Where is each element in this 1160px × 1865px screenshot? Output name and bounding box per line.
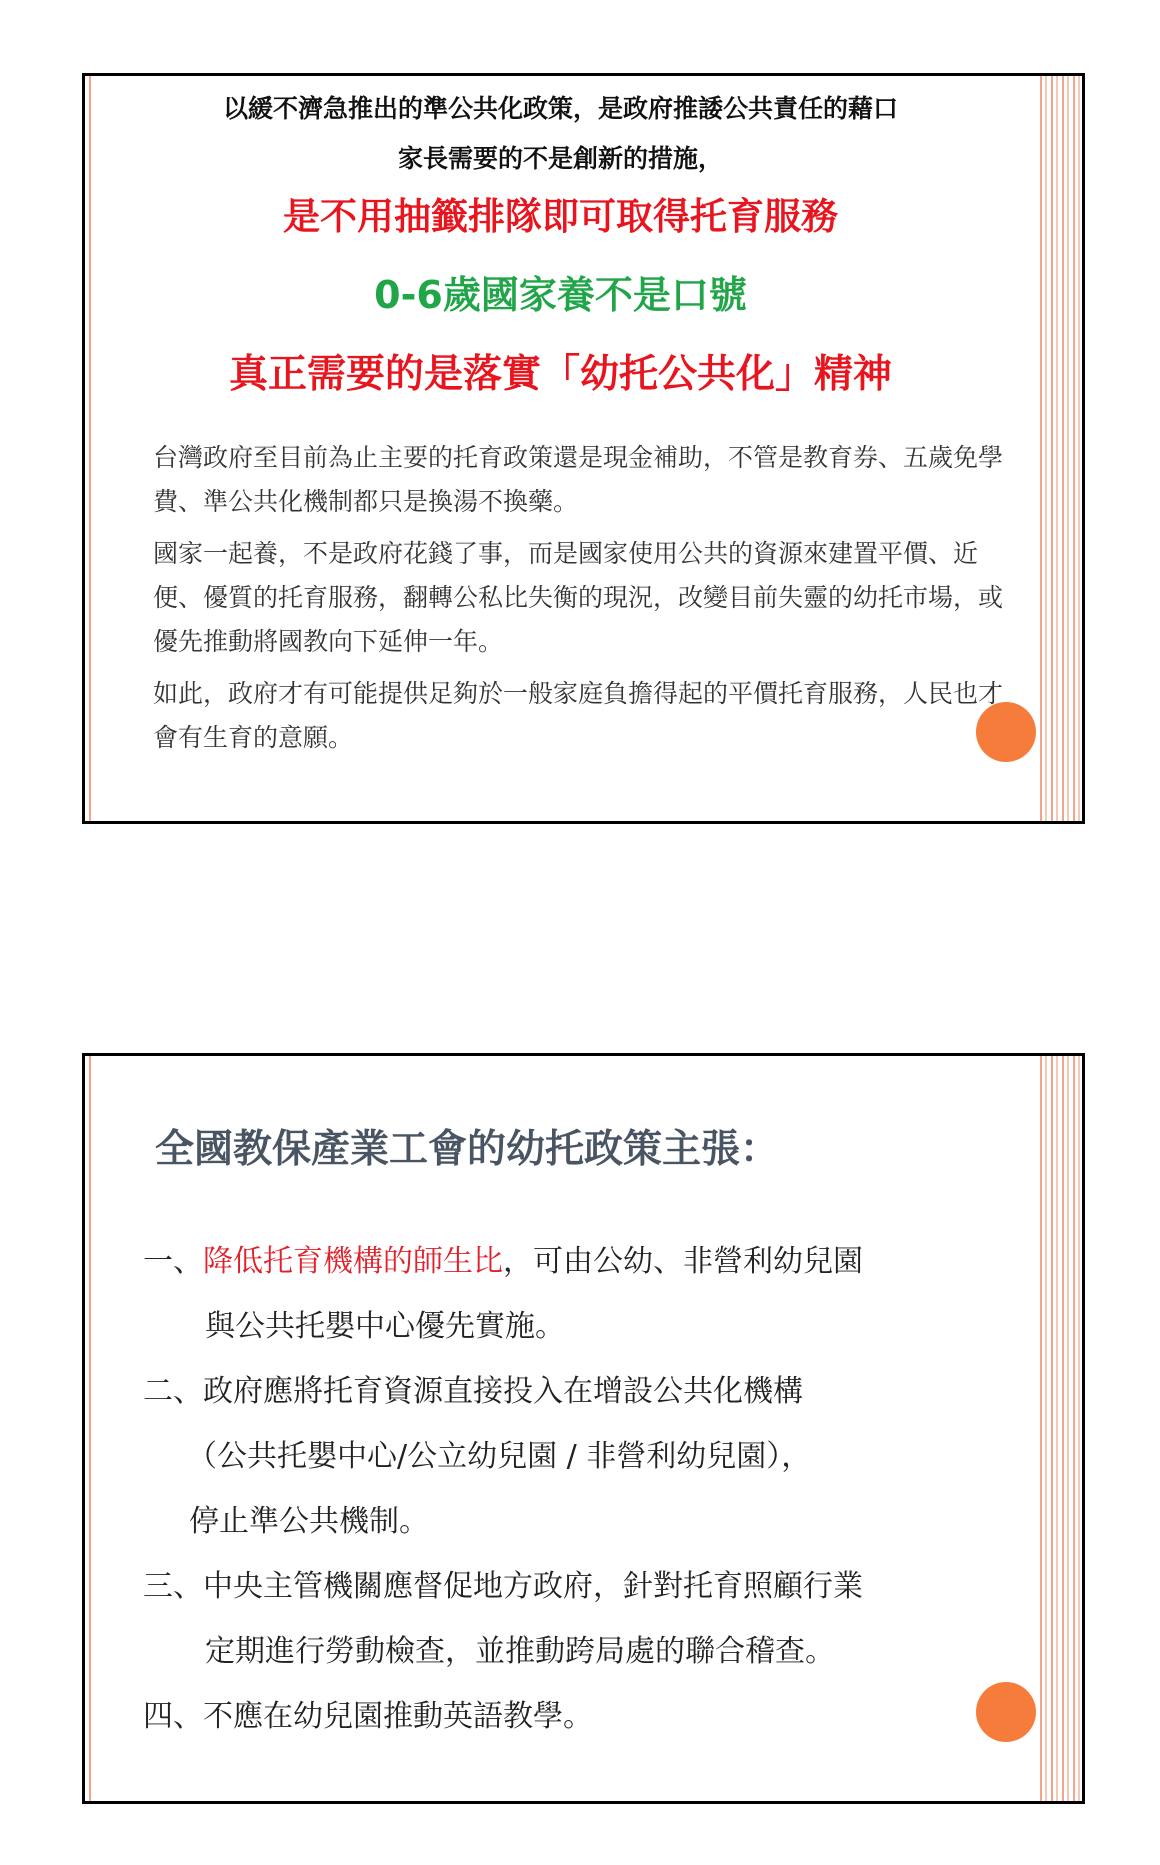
slide1-body (153, 436, 1022, 768)
headline-red-1: 是不用抽籤排隊即可取得托育服務 (283, 195, 838, 238)
policy-item-2-line3: 停止準公共機制。 (189, 1504, 429, 1539)
slide-left-rule (89, 1056, 91, 1801)
policy-item-2: 二、政府應將托育資源直接投入在增設公共化機構 (143, 1374, 803, 1409)
decorative-stripes (1036, 1056, 1082, 1801)
policy-item-1 (143, 1236, 863, 1280)
item1-rest: ，可由公幼、非營利幼兒園 (503, 1244, 863, 1279)
headline-green: 0-6歲國家養不是口號 (374, 273, 747, 317)
policy-item-3-line2: 定期進行勞動檢查，並推動跨局處的聯合稽查。 (205, 1634, 835, 1669)
paragraph-1: 台灣政府至目前為止主要的托育政策還是現金補助，不管是教育券、五歲免學費、準公共化機制都只是換湯不換藥。 (153, 443, 1004, 516)
policy-item-4: 四、不應在幼兒園推動英語教學。 (143, 1699, 593, 1734)
headline-2: 家長需要的不是創新的措施， (397, 144, 723, 173)
paragraph-3: 如此，政府才有可能提供足夠於一般家庭負擔得起的平價托育服務，人民也才會有生育的意願。 (153, 679, 1004, 752)
orange-dot (976, 702, 1036, 762)
policy-item-2-line2: （公共托嬰中心/公立幼兒園 / 非營利幼兒園）， (187, 1439, 812, 1474)
slide-1 (82, 73, 1085, 824)
item1-highlight: 降低托育機構的師生比 (203, 1244, 503, 1279)
orange-dot (976, 1682, 1036, 1742)
slide2-title: 全國教保產業工會的幼托政策主張： (155, 1127, 780, 1172)
paragraph-2: 國家一起養，不是政府花錢了事，而是國家使用公共的資源來建置平價、近便、優質的托育服務，翻轉公私比失衡的現況，改變目前失靈的幼托市場，或優先推動將國教向下延伸一年。 (153, 539, 1004, 656)
headline-1: 以緩不濟急推出的準公共化政策，是政府推諉公共責任的藉口 (222, 94, 898, 123)
slide-2 (82, 1053, 1085, 1804)
policy-item-1-line2: 與公共托嬰中心優先實施。 (205, 1309, 565, 1344)
item1-prefix: 一、 (143, 1244, 203, 1279)
decorative-stripes (1036, 76, 1082, 821)
headline-red-2: 真正需要的是落實「幼托公共化」精神 (228, 352, 892, 397)
policy-item-3: 三、中央主管機關應督促地方政府，針對托育照顧行業 (143, 1569, 863, 1604)
